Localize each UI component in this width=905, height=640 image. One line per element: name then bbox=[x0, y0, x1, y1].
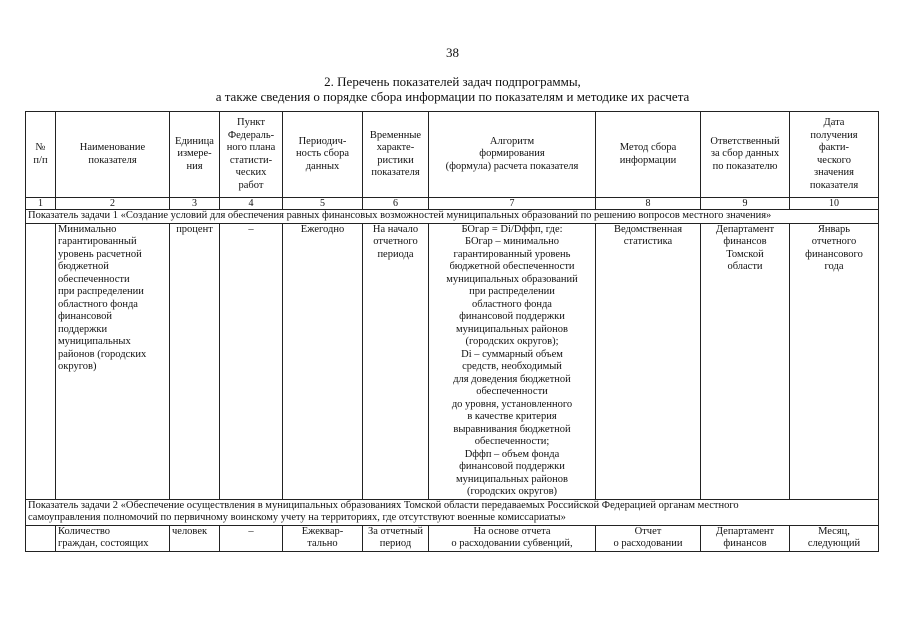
plan-item: – bbox=[220, 525, 283, 551]
time-characteristics: За отчетный период bbox=[363, 525, 429, 551]
section-row-task-2 bbox=[26, 499, 879, 525]
collection-method: Ведомственная статистика bbox=[596, 223, 701, 499]
column-number: 3 bbox=[170, 198, 220, 210]
unit: человек bbox=[170, 525, 220, 551]
indicator-name: Минимально гарантированный уровень расчетной бюджетной обеспеченности при распределении областного фонда финансовой поддержки муниципальных районов (городских округов) bbox=[56, 223, 170, 499]
periodicity: Ежеквар- тально bbox=[283, 525, 363, 551]
indicator-name: Количество граждан, состоящих bbox=[56, 525, 170, 551]
column-number: 9 bbox=[701, 198, 790, 210]
column-number: 4 bbox=[220, 198, 283, 210]
header-cell: Ответственный за сбор данных по показателю bbox=[701, 112, 790, 198]
header-cell: Дата получения факти- ческого значения показателя bbox=[790, 112, 879, 198]
algorithm: На основе отчета о расходовании субвенций, bbox=[429, 525, 596, 551]
column-number: 8 bbox=[596, 198, 701, 210]
header-cell: № п/п bbox=[26, 112, 56, 198]
section-title-line: Показатель задачи 2 «Обеспечение осуществления в муниципальных образованиях Томской области передаваемых Российской Федерацией органам местного bbox=[28, 499, 739, 511]
unit: процент bbox=[170, 223, 220, 499]
column-number: 10 bbox=[790, 198, 879, 210]
column-number: 5 bbox=[283, 198, 363, 210]
header-cell: Временные характе- ристики показателя bbox=[363, 112, 429, 198]
row-number bbox=[26, 525, 56, 551]
header-cell: Алгоритм формирования (формула) расчета показателя bbox=[429, 112, 596, 198]
table-row bbox=[26, 525, 879, 551]
column-number: 1 bbox=[26, 198, 56, 210]
page-number: 38 bbox=[446, 45, 459, 60]
row-number bbox=[26, 223, 56, 499]
periodicity: Ежегодно bbox=[283, 223, 363, 499]
header-cell: Наименование показателя bbox=[56, 112, 170, 198]
title-line-1: 2. Перечень показателей задач подпрограммы, bbox=[324, 74, 581, 89]
header-cell: Метод сбора информации bbox=[596, 112, 701, 198]
table-header-row bbox=[26, 112, 879, 198]
section-title: Показатель задачи 1 «Создание условий для обеспечения равных финансовых возможностей муниципальных образований по решению вопросов местного значения» bbox=[26, 210, 879, 224]
header-cell: Единица измере- ния bbox=[170, 112, 220, 198]
title-line-2: а также сведения о порядке сбора информации по показателям и методике их расчета bbox=[215, 89, 690, 104]
document-title bbox=[0, 74, 905, 104]
responsible: Департамент финансов bbox=[701, 525, 790, 551]
date-obtained: Месяц, следующий bbox=[790, 525, 879, 551]
column-number: 6 bbox=[363, 198, 429, 210]
date-obtained: Январь отчетного финансового года bbox=[790, 223, 879, 499]
header-cell: Периодич- ность сбора данных bbox=[283, 112, 363, 198]
column-number-row bbox=[26, 198, 879, 210]
header-cell: Пункт Федераль- ного плана статисти- ческих работ bbox=[220, 112, 283, 198]
collection-method: Отчет о расходовании bbox=[596, 525, 701, 551]
section-title-line: самоуправления полномочий по первичному воинскому учету на территориях, где отсутствуют военные комиссариаты» bbox=[28, 512, 566, 523]
column-number: 7 bbox=[429, 198, 596, 210]
table-row bbox=[26, 223, 879, 499]
plan-item: – bbox=[220, 223, 283, 499]
algorithm: БОгар = Di/Dффп, где: БОгар – минимально гарантированный уровень бюджетной обеспеченности муниципальных образований при распределении областного фонда финансовой поддержки муниципальных районов (городских округов); Di – суммарный объем средств, необходимый для доведения бюджетной обеспеченности до уровня, установленного в качестве критерия выравнивания бюджетной обеспеченности; Dффп – объем фонда финансовой поддержки муниципальных районов (городских округов) bbox=[429, 223, 596, 499]
section-title bbox=[26, 499, 879, 525]
responsible: Департамент финансов Томской области bbox=[701, 223, 790, 499]
indicators-table bbox=[25, 111, 879, 552]
time-characteristics: На начало отчетного периода bbox=[363, 223, 429, 499]
page-bottom-margin bbox=[0, 579, 905, 640]
section-row-task-1 bbox=[26, 210, 879, 224]
column-number: 2 bbox=[56, 198, 170, 210]
